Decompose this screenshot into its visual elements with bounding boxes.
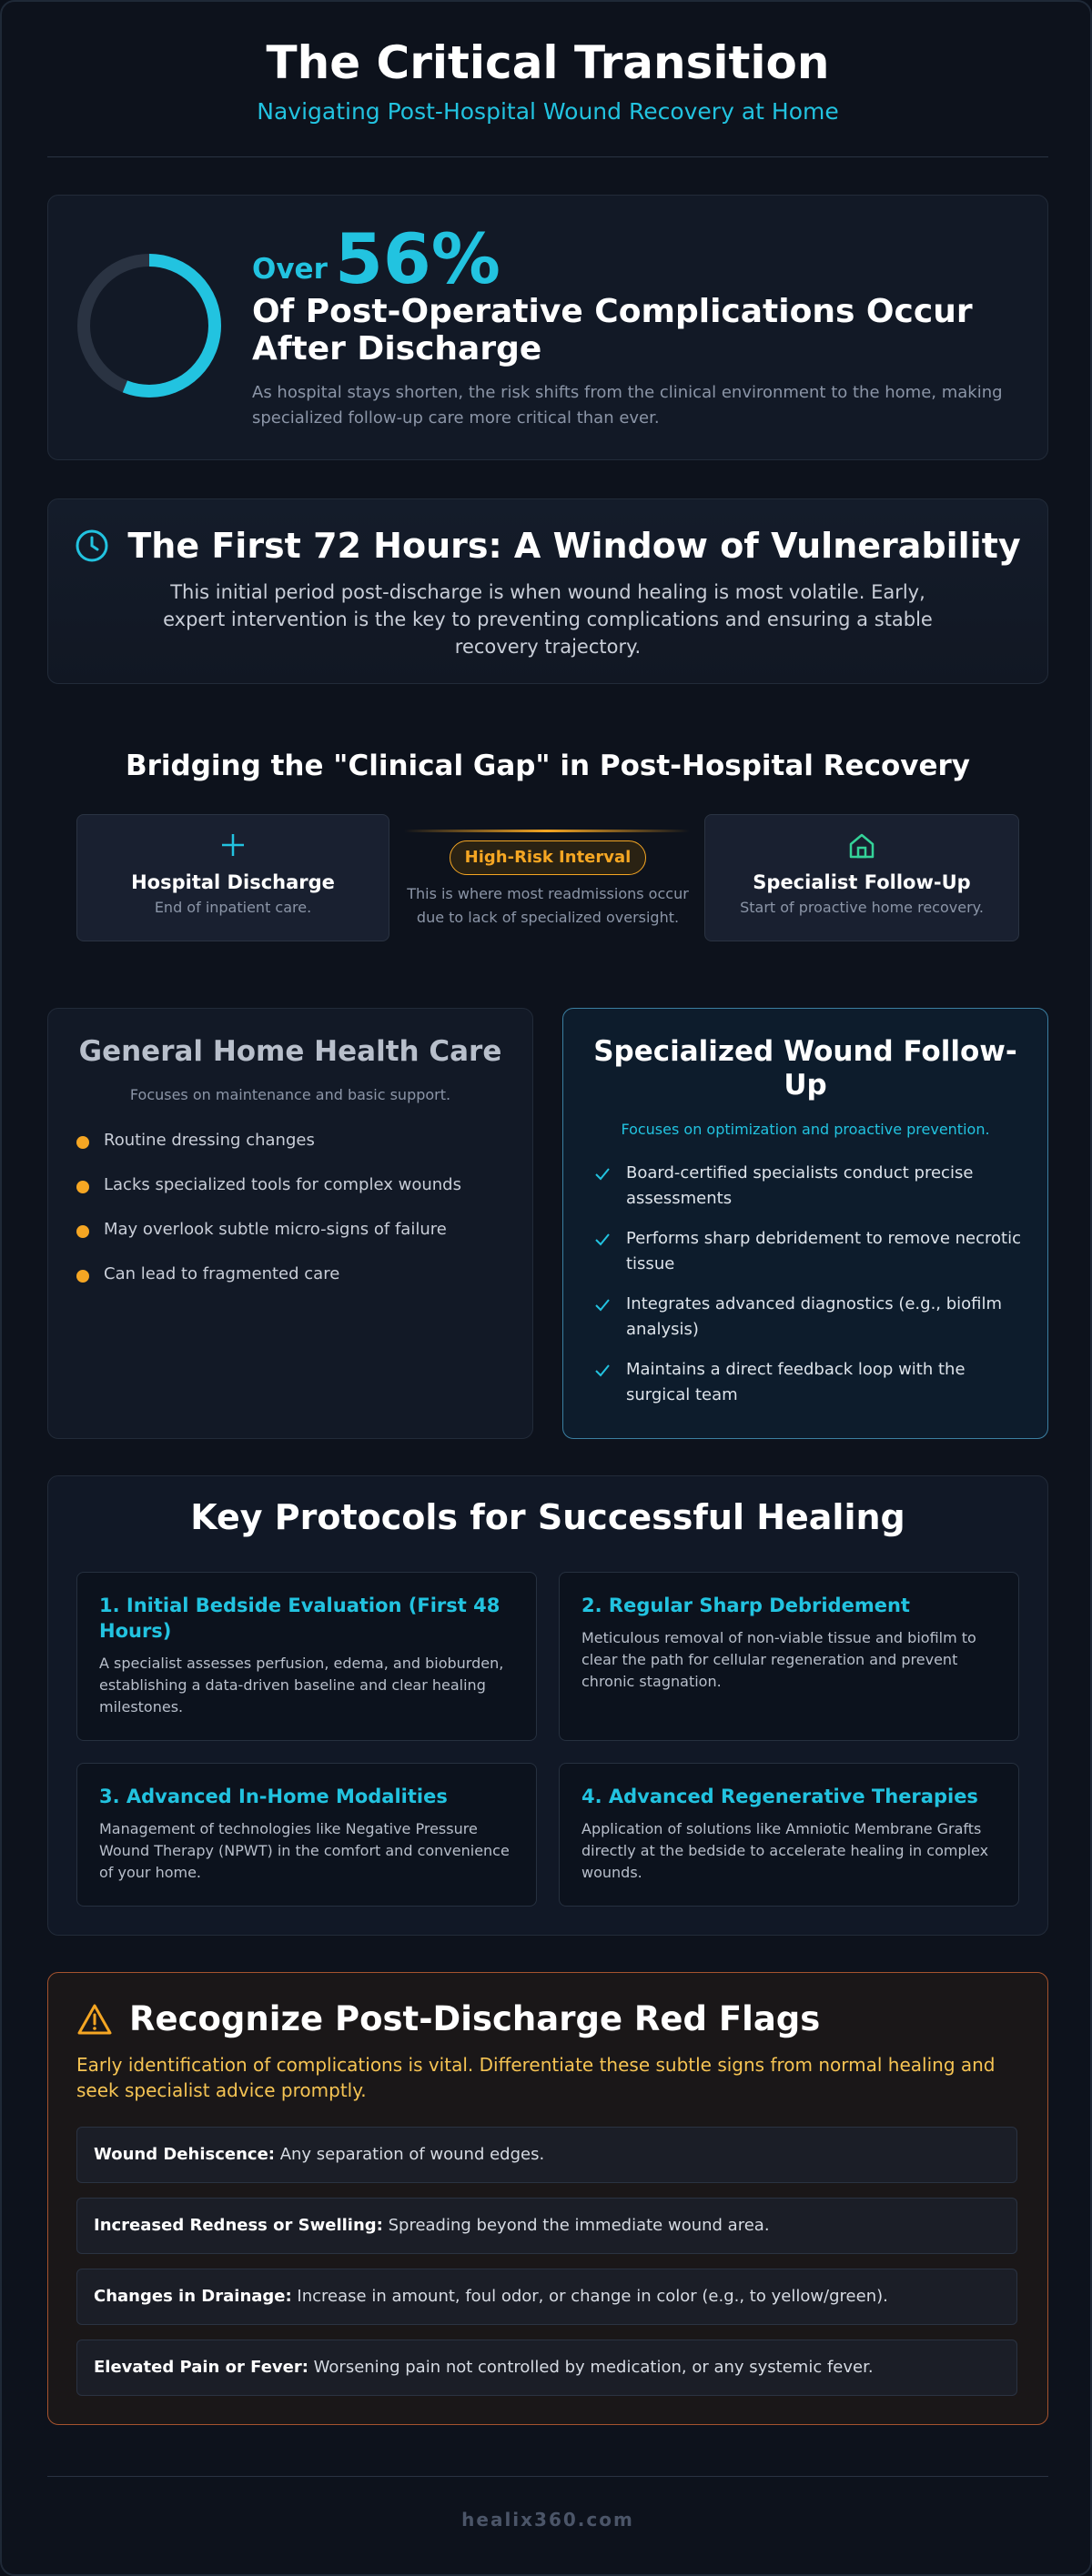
gap-discharge-sub: End of inpatient care. (154, 899, 312, 916)
warning-icon (76, 2003, 113, 2036)
check-icon (593, 1230, 612, 1248)
check-icon (593, 1361, 612, 1379)
red-flags-title: Recognize Post-Discharge Red Flags (129, 1999, 821, 2038)
header-divider (47, 156, 1048, 157)
protocol-body: Application of solutions like Amniotic Membrane Grafts directly at the bedside to accelerate healing in complex wounds. (581, 1820, 989, 1881)
general-care-item: Can lead to fragmented care (76, 1262, 513, 1286)
check-icon (593, 1164, 612, 1182)
specialized-care-title: Specialized Wound Follow-Up (593, 1035, 1017, 1102)
window-title: The First 72 Hours: A Window of Vulnerability (127, 526, 1021, 566)
protocol-body: Management of technologies like Negative Pressure Wound Therapy (NPWT) in the comfort and convenience of your home. (99, 1820, 510, 1881)
protocols-title: Key Protocols for Successful Healing (190, 1497, 905, 1537)
window-heading (2, 526, 1092, 571)
general-care-item: Lacks specialized tools for complex wounds (76, 1172, 513, 1197)
footer-divider (47, 2476, 1048, 2477)
stat-headline: Of Post-Operative Complications Occur After Discharge (252, 293, 973, 367)
specialized-care-item: Integrates advanced diagnostics (e.g., biofilm analysis) (593, 1292, 1021, 1343)
footer-site-link[interactable]: healix360.com (461, 2509, 634, 2531)
red-flag-item: Elevated Pain or Fever: Worsening pain not controlled by medication, or any systemic fever. (76, 2340, 1017, 2396)
gap-discharge-card (76, 814, 389, 941)
red-flag-item: Wound Dehiscence: Any separation of wound edges. (76, 2127, 1017, 2183)
window-body: This initial period post-discharge is when wound healing is most volatile. Early, expert intervention is the key to preventing complications and ensuring a stable recovery trajectory. (163, 581, 933, 658)
page-subtitle: Navigating Post-Hospital Wound Recovery at Home (257, 98, 839, 125)
stat-body: As hospital stays shorten, the risk shifts from the clinical environment to the home, making specialized follow-up care more critical than ever. (252, 383, 1003, 428)
bullet-dot-icon (76, 1270, 89, 1283)
plus-icon (219, 831, 247, 859)
specialized-care-item: Board-certified specialists conduct precise assessments (593, 1161, 1021, 1212)
general-care-list (76, 1128, 513, 1306)
general-care-title: General Home Health Care (78, 1035, 502, 1068)
general-care-item: May overlook subtle micro-signs of failure (76, 1217, 513, 1242)
protocol-title: 1. Initial Bedside Evaluation (First 48 Hours) (99, 1595, 500, 1642)
check-icon (593, 1295, 612, 1313)
specialized-care-list (593, 1161, 1021, 1423)
stat-percent: 56% (335, 218, 500, 299)
protocol-body: A specialist assesses perfusion, edema, and bioburden, establishing a data-driven baseline and clear healing milestones. (99, 1655, 504, 1716)
gap-followup-label: Specialist Follow-Up (753, 871, 971, 893)
gap-followup-sub: Start of proactive home recovery. (740, 899, 984, 916)
home-icon (847, 831, 876, 860)
risk-interval-line (404, 830, 690, 832)
protocol-card-3 (76, 1763, 537, 1907)
specialized-care-sub: Focuses on optimization and proactive prevention. (621, 1121, 990, 1138)
protocol-card-4 (559, 1763, 1019, 1907)
page-title: The Critical Transition (266, 36, 830, 89)
specialized-care-item: Maintains a direct feedback loop with the surgical team (593, 1357, 1021, 1408)
bullet-dot-icon (76, 1136, 89, 1149)
bullet-dot-icon (76, 1225, 89, 1238)
specialized-care-item: Performs sharp debridement to remove necrotic tissue (593, 1226, 1021, 1277)
bullet-dot-icon (76, 1181, 89, 1193)
red-flags-heading (76, 1999, 820, 2038)
clock-icon (75, 528, 109, 563)
risk-badge: High-Risk Interval (450, 840, 646, 875)
stat-prefix: Over (252, 253, 328, 286)
general-care-item: Routine dressing changes (76, 1128, 513, 1152)
red-flag-item: Increased Redness or Swelling: Spreading beyond the immediate wound area. (76, 2198, 1017, 2254)
protocol-card-2 (559, 1572, 1019, 1741)
risk-sub: This is where most readmissions occur due to lack of specialized oversight. (407, 885, 689, 926)
protocol-body: Meticulous removal of non-viable tissue and biofilm to clear the path for cellular regeneration and prevent chronic stagnation. (581, 1629, 976, 1690)
gap-followup-card (704, 814, 1019, 941)
gap-title: Bridging the "Clinical Gap" in Post-Hospital Recovery (126, 750, 970, 782)
protocol-card-1 (76, 1572, 537, 1741)
red-flag-item: Changes in Drainage: Increase in amount, foul odor, or change in color (e.g., to yellow/green). (76, 2269, 1017, 2325)
protocol-title: 2. Regular Sharp Debridement (581, 1595, 910, 1616)
red-flags-lead: Early identification of complications is vital. Differentiate these subtle signs from normal healing and seek specialist advice promptly. (76, 2054, 996, 2101)
gap-discharge-label: Hospital Discharge (131, 871, 335, 893)
general-care-sub: Focuses on maintenance and basic support. (129, 1086, 451, 1103)
protocol-title: 3. Advanced In-Home Modalities (99, 1786, 448, 1807)
stat-donut-chart (75, 251, 224, 400)
protocol-title: 4. Advanced Regenerative Therapies (581, 1786, 978, 1807)
